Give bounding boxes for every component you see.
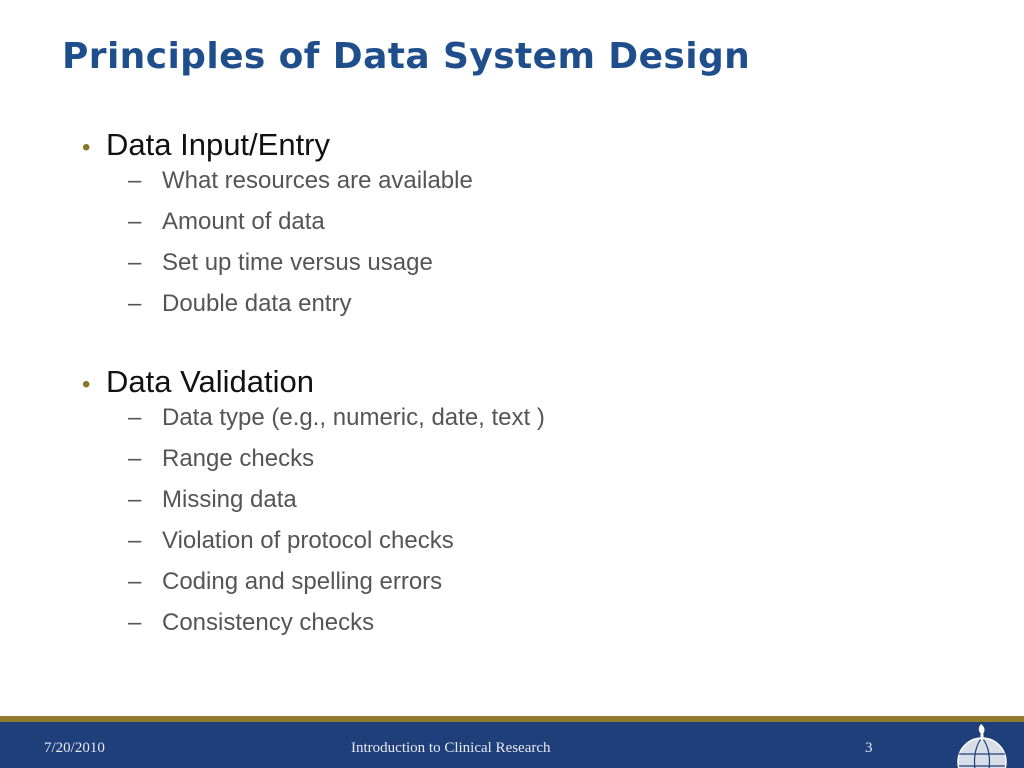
bullet-section-data-input <box>82 127 473 331</box>
sub-bullet-text: What resources are available <box>162 167 473 194</box>
slide-title: Principles of Data System Design <box>62 36 751 77</box>
dash-icon: – <box>128 290 142 317</box>
bullet-icon: • <box>82 371 91 398</box>
sub-bullet-item <box>82 445 545 486</box>
dash-icon: – <box>128 404 142 431</box>
sub-bullet-list <box>82 167 473 331</box>
torch-flame <box>979 724 985 735</box>
sub-bullet-text: Coding and spelling errors <box>162 568 443 595</box>
sub-bullet-list <box>82 404 545 650</box>
bullet-icon: • <box>82 134 91 161</box>
sub-bullet-item <box>82 609 545 650</box>
sub-bullet-text: Amount of data <box>162 208 325 235</box>
bullet-heading-row <box>82 127 473 167</box>
dash-icon: – <box>128 527 142 554</box>
sub-bullet-text: Double data entry <box>162 290 352 317</box>
footer-course-title: Introduction to Clinical Research <box>351 740 551 756</box>
globe-outline <box>958 738 1006 768</box>
bullet-heading: Data Validation <box>106 364 314 399</box>
sub-bullet-text: Missing data <box>162 486 297 513</box>
sub-bullet-text: Consistency checks <box>162 609 375 636</box>
dash-icon: – <box>128 208 142 235</box>
sub-bullet-text: Set up time versus usage <box>162 249 433 276</box>
bullet-heading-row <box>82 364 545 404</box>
sub-bullet-item <box>82 527 545 568</box>
dash-icon: – <box>128 568 142 595</box>
sub-bullet-text: Range checks <box>162 445 315 472</box>
sub-bullet-text: Data type (e.g., numeric, date, text ) <box>162 404 545 431</box>
dash-icon: – <box>128 249 142 276</box>
dash-icon: – <box>128 609 142 636</box>
sub-bullet-item <box>82 208 473 249</box>
sub-bullet-item <box>82 167 473 208</box>
sub-bullet-item <box>82 290 473 331</box>
footer-date: 7/20/2010 <box>44 740 105 756</box>
globe-logo-icon <box>952 722 1012 768</box>
dash-icon: – <box>128 486 142 513</box>
bullet-section-data-validation <box>82 364 545 650</box>
sub-bullet-item <box>82 404 545 445</box>
sub-bullet-text: Violation of protocol checks <box>162 527 454 554</box>
sub-bullet-item <box>82 249 473 290</box>
sub-bullet-item <box>82 486 545 527</box>
dash-icon: – <box>128 445 142 472</box>
dash-icon: – <box>128 167 142 194</box>
sub-bullet-item <box>82 568 545 609</box>
footer-page-number: 3 <box>865 740 873 756</box>
bullet-heading: Data Input/Entry <box>106 127 331 162</box>
torch-handle <box>981 734 984 740</box>
